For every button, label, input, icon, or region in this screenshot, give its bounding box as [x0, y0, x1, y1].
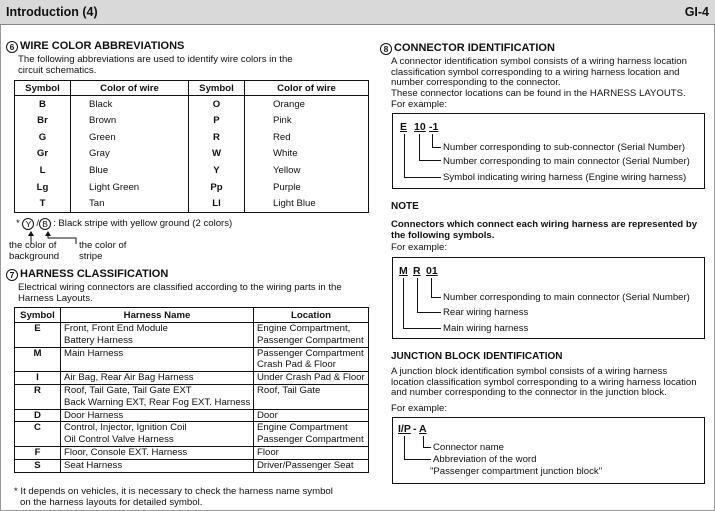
wire-color-example: * Y / B : Black stripe with yellow ground (2 colors): [16, 218, 233, 229]
wire-color-row: [15, 162, 369, 179]
wire-color-row: [15, 196, 369, 213]
note-label-number: Number corresponding to main connector (Serial Number): [443, 292, 690, 303]
wire-symbol-cell: Gr: [15, 146, 71, 163]
harness-classification-heading: 7 HARNESS CLASSIFICATION: [6, 268, 168, 281]
harness-symbol-cell: D: [15, 409, 61, 422]
wire-symbol-cell: Ll: [189, 196, 245, 213]
section-number-8: 8: [380, 43, 392, 55]
junction-label-full: "Passenger compartment junction block": [430, 466, 603, 477]
connector-code-harness: E: [400, 121, 408, 133]
wire-color-cell: Tan: [71, 196, 189, 213]
wire-color-intro: The following abbreviations are used to identify wire colors in the circuit schematics.: [18, 54, 293, 76]
connector-code-sub: -1: [429, 121, 439, 133]
wire-symbol-cell: L: [15, 162, 71, 179]
page-title: Introduction (4): [6, 5, 98, 19]
wire-symbol-cell: O: [189, 96, 245, 113]
wire-symbol-cell: Br: [15, 112, 71, 129]
wire-symbol-cell: P: [189, 112, 245, 129]
note-heading: NOTE: [391, 201, 419, 212]
ground-color-symbol: Y: [22, 218, 34, 230]
wire-color-cell: Blue: [71, 162, 189, 179]
wire-symbol-cell: B: [15, 96, 71, 113]
wire-color-cell: Black: [71, 96, 189, 113]
junction-code-dash: -: [413, 423, 417, 435]
harness-name-cell: Control, Injector, Ignition Coil Oil Control Valve Harness: [61, 422, 254, 447]
col-symbol-1: Symbol: [15, 81, 71, 96]
harness-symbol-cell: F: [15, 446, 61, 459]
junction-block-heading: JUNCTION BLOCK IDENTIFICATION: [391, 351, 563, 362]
harness-row: [15, 459, 369, 472]
harness-row: [15, 422, 369, 447]
note-text: Connectors which connect each wiring harness are represented by the following symbols.: [391, 219, 698, 241]
col-location: Location: [254, 308, 369, 323]
junction-intro: A junction block identification symbol consists of a wiring harness location classification symbol corresponding to a wiring harness location and number corresponding to the connector in the junction block.: [391, 366, 697, 399]
harness-intro: Electrical wiring connectors are classified according to the wiring parts in the Harness Layouts.: [18, 282, 342, 304]
wire-color-cell: Orange: [245, 96, 369, 113]
harness-row: [15, 384, 369, 409]
harness-location-cell: Door: [254, 409, 369, 422]
junction-for-example: For example:: [391, 403, 447, 414]
harness-row: [15, 409, 369, 422]
harness-row: [15, 323, 369, 348]
page-number: GI-4: [684, 5, 709, 19]
junction-label-connector: Connector name: [433, 442, 504, 453]
wire-color-cell: Purple: [245, 179, 369, 196]
harness-symbol-cell: R: [15, 384, 61, 409]
connector-id-heading: 8 CONNECTOR IDENTIFICATION: [380, 42, 555, 55]
wire-color-heading: 6 WIRE COLOR ABBREVIATIONS: [6, 40, 184, 53]
harness-location-cell: Engine Compartment, Passenger Compartment: [254, 323, 369, 348]
wire-color-cell: Light Green: [71, 179, 189, 196]
harness-symbol-cell: E: [15, 323, 61, 348]
wire-color-row: [15, 96, 369, 113]
wire-color-cell: White: [245, 146, 369, 163]
harness-location-cell: Engine Compartment Passenger Compartment: [254, 422, 369, 447]
harness-footnote: * It depends on vehicles, it is necessary to check the harness name symbol on the harness layouts for detailed symbol.: [14, 486, 333, 508]
wire-color-row: [15, 146, 369, 163]
harness-symbol-cell: S: [15, 459, 61, 472]
connector-label-harness: Symbol indicating wiring harness (Engine wiring harness): [443, 172, 687, 183]
wire-symbol-cell: Y: [189, 162, 245, 179]
wire-symbol-cell: R: [189, 129, 245, 146]
harness-name-cell: Seat Harness: [61, 459, 254, 472]
col-symbol: Symbol: [15, 308, 61, 323]
harness-name-cell: Door Harness: [61, 409, 254, 422]
wire-color-cell: Brown: [71, 112, 189, 129]
harness-name-cell: Roof, Tail Gate, Tail Gate EXT Back Warning EXT, Rear Fog EXT. Harness: [61, 384, 254, 409]
connector-label-main: Number corresponding to main connector (Serial Number): [443, 156, 690, 167]
col-color-1: Color of wire: [71, 81, 189, 96]
wire-color-table: [14, 80, 369, 213]
connector-code-main: 10: [414, 121, 426, 133]
harness-row: [15, 347, 369, 372]
wire-symbol-cell: T: [15, 196, 71, 213]
wire-color-cell: Yellow: [245, 162, 369, 179]
note-for-example: For example:: [391, 242, 447, 253]
note-code-rear: R: [413, 265, 421, 277]
junction-code-ip: I/P: [398, 423, 411, 435]
harness-row: [15, 446, 369, 459]
stripe-color-symbol: B: [39, 218, 51, 230]
connector-intro: A connector identification symbol consists of a wiring harness location classification symbol corresponding to a wiring harness location and number corresponding to the connector. These connector locations can be found in the HARNESS LAYOUTS.: [391, 56, 687, 99]
wire-color-cell: Gray: [71, 146, 189, 163]
col-harness-name: Harness Name: [61, 308, 254, 323]
wire-color-row: [15, 112, 369, 129]
harness-symbol-cell: I: [15, 372, 61, 385]
wire-symbol-cell: Pp: [189, 179, 245, 196]
harness-location-cell: Driver/Passenger Seat: [254, 459, 369, 472]
harness-name-cell: Front, Front End Module Battery Harness: [61, 323, 254, 348]
wire-color-cell: Pink: [245, 112, 369, 129]
harness-location-cell: Roof, Tail Gate: [254, 384, 369, 409]
harness-name-cell: Floor, Console EXT. Harness: [61, 446, 254, 459]
page-header: [0, 0, 715, 25]
background-label: the color of background: [9, 240, 60, 262]
wire-color-cell: Light Blue: [245, 196, 369, 213]
col-symbol-2: Symbol: [189, 81, 245, 96]
harness-symbol-cell: C: [15, 422, 61, 447]
section-number-6: 6: [6, 41, 18, 53]
junction-label-abbrev: Abbreviation of the word: [433, 454, 537, 465]
col-color-2: Color of wire: [245, 81, 369, 96]
harness-location-cell: Under Crash Pad & Floor: [254, 372, 369, 385]
harness-location-cell: Passenger Compartment Crash Pad & Floor: [254, 347, 369, 372]
harness-name-cell: Air Bag, Rear Air Bag Harness: [61, 372, 254, 385]
junction-code-name: A: [419, 423, 427, 435]
wire-color-row: [15, 129, 369, 146]
wire-color-cell: Red: [245, 129, 369, 146]
connector-for-example: For example:: [391, 99, 447, 110]
note-code-number: 01: [426, 265, 438, 277]
note-label-main: Main wiring harness: [443, 323, 529, 334]
wire-symbol-cell: Lg: [15, 179, 71, 196]
wire-color-cell: Green: [71, 129, 189, 146]
note-code-main: M: [399, 265, 408, 277]
harness-symbol-cell: M: [15, 347, 61, 372]
harness-row: [15, 372, 369, 385]
wire-symbol-cell: G: [15, 129, 71, 146]
note-label-rear: Rear wiring harness: [443, 307, 529, 318]
harness-name-cell: Main Harness: [61, 347, 254, 372]
wire-color-row: [15, 179, 369, 196]
connector-label-sub: Number corresponding to sub-connector (Serial Number): [443, 142, 686, 153]
wire-symbol-cell: W: [189, 146, 245, 163]
section-number-7: 7: [6, 269, 18, 281]
harness-location-cell: Floor: [254, 446, 369, 459]
stripe-label: the color of stripe: [79, 240, 127, 262]
harness-table: [14, 307, 369, 473]
